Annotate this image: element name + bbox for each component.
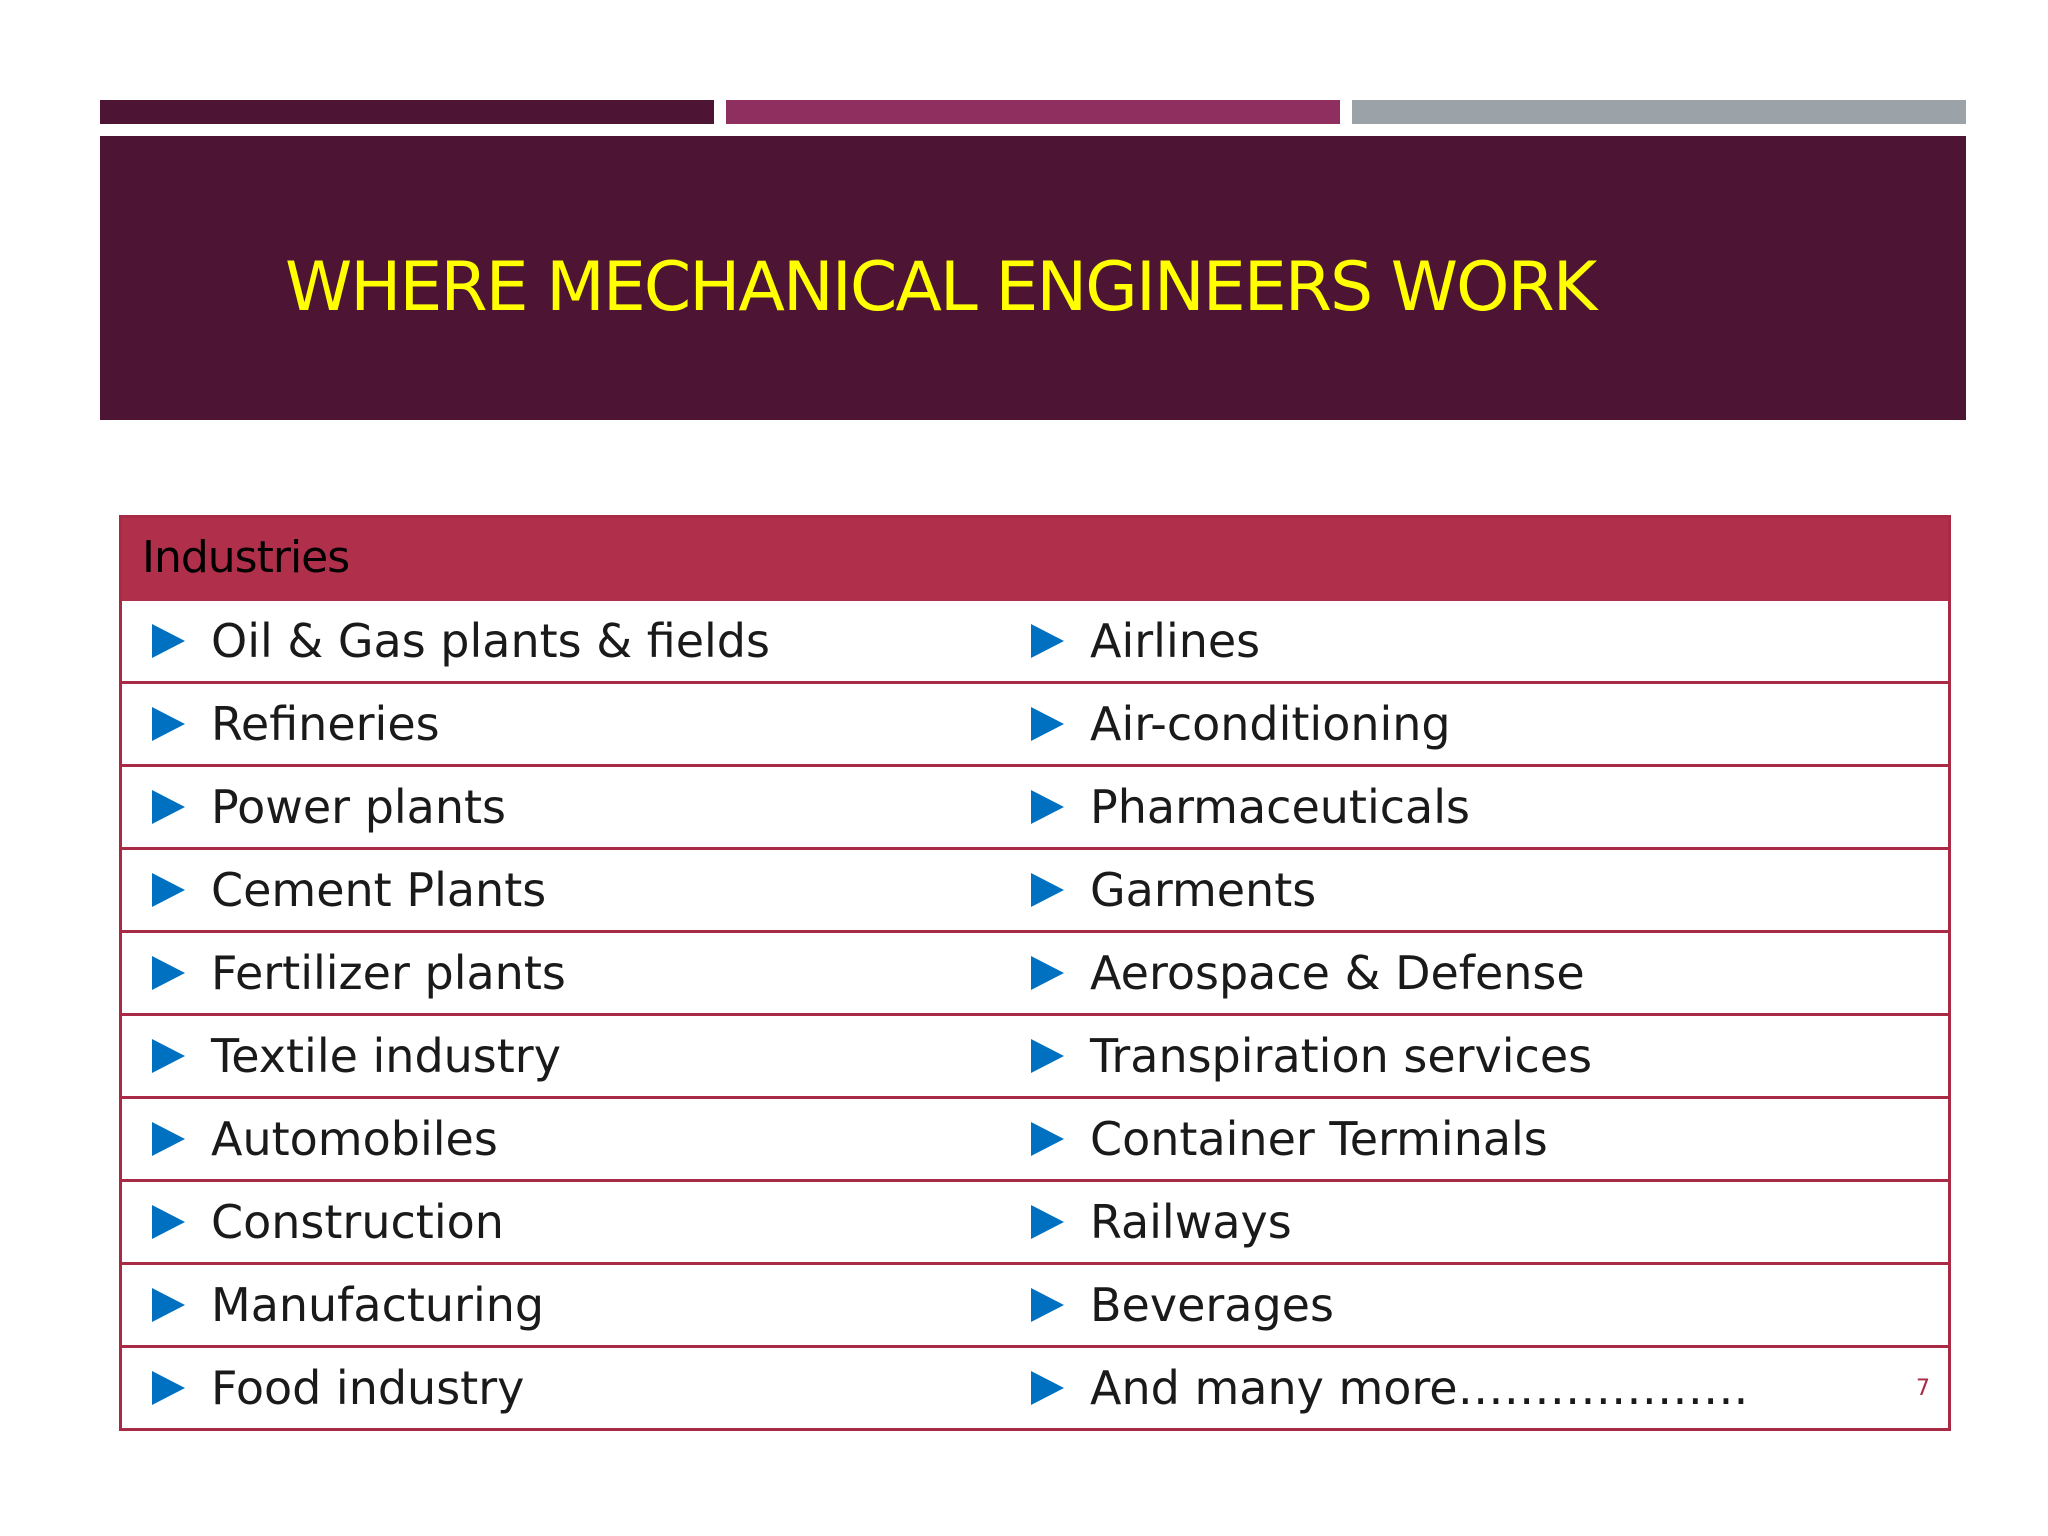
item-label: Aerospace & Defense <box>1090 946 1585 1000</box>
item-label: Automobiles <box>211 1112 498 1166</box>
list-item <box>152 933 566 1013</box>
item-label: Air-conditioning <box>1090 697 1451 751</box>
list-item <box>1031 1348 1748 1428</box>
table-row <box>122 1182 1948 1265</box>
bullet-arrow-icon <box>152 873 185 907</box>
list-item <box>152 850 546 930</box>
bullet-arrow-icon <box>1031 873 1064 907</box>
table-row <box>122 1099 1948 1182</box>
list-item <box>1031 1016 1592 1096</box>
list-item <box>152 601 770 681</box>
item-label: Manufacturing <box>211 1278 545 1332</box>
item-label: Transpiration services <box>1090 1029 1593 1083</box>
table-row <box>122 1265 1948 1348</box>
bullet-arrow-icon <box>1031 1288 1064 1322</box>
bullet-arrow-icon <box>1031 790 1064 824</box>
list-item <box>1031 933 1585 1013</box>
accent-bar-magenta <box>726 100 1340 124</box>
item-label: Food industry <box>211 1361 525 1415</box>
table-row <box>122 850 1948 933</box>
item-label: Construction <box>211 1195 504 1249</box>
list-item <box>152 684 440 764</box>
item-label: Railways <box>1090 1195 1292 1249</box>
list-item <box>152 1182 504 1262</box>
table-row <box>122 684 1948 767</box>
bullet-arrow-icon <box>152 1122 185 1156</box>
bullet-arrow-icon <box>152 790 185 824</box>
title-band <box>100 136 1966 420</box>
bullet-arrow-icon <box>152 707 185 741</box>
item-label: Container Terminals <box>1090 1112 1548 1166</box>
item-label: Airlines <box>1090 614 1261 668</box>
bullet-arrow-icon <box>1031 1039 1064 1073</box>
bullet-arrow-icon <box>152 1039 185 1073</box>
list-item <box>1031 684 1451 764</box>
item-label: Garments <box>1090 863 1317 917</box>
list-item <box>152 767 506 847</box>
list-item <box>152 1348 524 1428</box>
bullet-arrow-icon <box>152 1371 185 1405</box>
bullet-arrow-icon <box>1031 624 1064 658</box>
accent-bar-dark <box>100 100 714 124</box>
accent-bar-gray <box>1352 100 1966 124</box>
table-row <box>122 601 1948 684</box>
slide-title: WHERE MECHANICAL ENGINEERS WORK <box>285 248 1596 327</box>
bullet-arrow-icon <box>152 1288 185 1322</box>
item-label: And many more………………. <box>1090 1361 1749 1415</box>
bullet-arrow-icon <box>1031 707 1064 741</box>
table-row <box>122 1348 1948 1431</box>
item-label: Fertilizer plants <box>211 946 566 1000</box>
list-item <box>1031 1182 1292 1262</box>
bullet-arrow-icon <box>1031 1122 1064 1156</box>
item-label: Power plants <box>211 780 507 834</box>
list-item <box>1031 767 1470 847</box>
list-item <box>152 1099 498 1179</box>
table-row <box>122 1016 1948 1099</box>
page-number: 7 <box>1916 1375 1930 1401</box>
item-label: Oil & Gas plants & fields <box>211 614 770 668</box>
item-label: Cement Plants <box>211 863 547 917</box>
list-item <box>1031 601 1260 681</box>
item-label: Beverages <box>1090 1278 1334 1332</box>
item-label: Refineries <box>211 697 440 751</box>
bullet-arrow-icon <box>152 1205 185 1239</box>
table-row <box>122 933 1948 1016</box>
item-label: Pharmaceuticals <box>1090 780 1470 834</box>
table-header <box>122 515 1948 601</box>
bullet-arrow-icon <box>152 624 185 658</box>
list-item <box>1031 1265 1334 1345</box>
bullet-arrow-icon <box>1031 1371 1064 1405</box>
bullet-arrow-icon <box>152 956 185 990</box>
bullet-arrow-icon <box>1031 956 1064 990</box>
table-row <box>122 767 1948 850</box>
industries-table <box>119 515 1951 1431</box>
item-label: Textile industry <box>211 1029 561 1083</box>
list-item <box>1031 1099 1548 1179</box>
table-header-label: Industries <box>142 532 350 583</box>
list-item <box>152 1016 561 1096</box>
list-item <box>1031 850 1316 930</box>
bullet-arrow-icon <box>1031 1205 1064 1239</box>
list-item <box>152 1265 544 1345</box>
